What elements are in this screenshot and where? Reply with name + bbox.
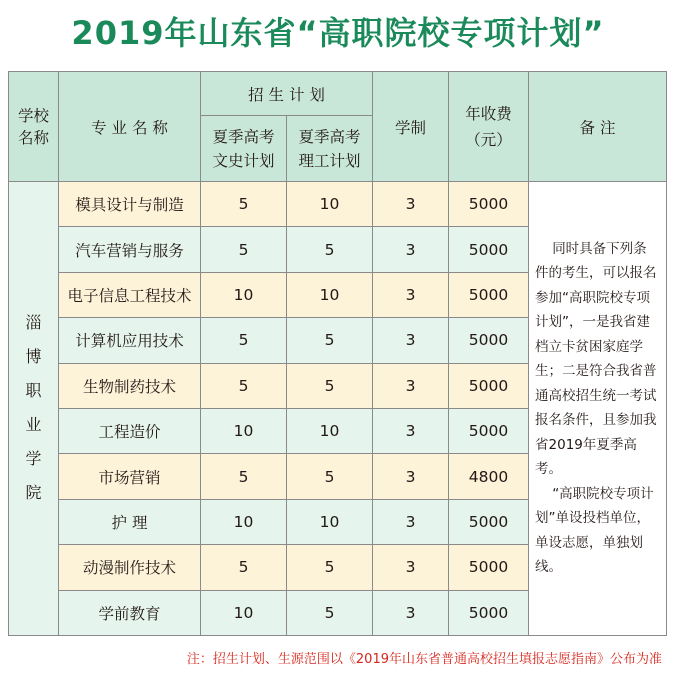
plan-arts-cell: 5 [201, 454, 287, 499]
header-plan-arts: 夏季高考 文史计划 [201, 116, 287, 182]
page-title: 2019年山东省“高职院校专项计划” [71, 14, 605, 52]
fee-cell: 5000 [449, 272, 529, 317]
fee-cell: 5000 [449, 227, 529, 272]
major-cell: 动漫制作技术 [59, 545, 201, 590]
fee-cell: 5000 [449, 590, 529, 635]
table-row [9, 182, 667, 227]
plan-sci-cell: 10 [287, 272, 373, 317]
years-cell: 3 [373, 363, 449, 408]
plan-sci-cell: 5 [287, 590, 373, 635]
major-cell: 市场营销 [59, 454, 201, 499]
years-cell: 3 [373, 408, 449, 453]
plan-arts-cell: 10 [201, 408, 287, 453]
fee-cell: 5000 [449, 318, 529, 363]
header-years: 学制 [373, 72, 449, 182]
fee-cell: 5000 [449, 363, 529, 408]
plan-arts-cell: 5 [201, 318, 287, 363]
plan-sci-cell: 10 [287, 408, 373, 453]
years-cell: 3 [373, 454, 449, 499]
fee-cell: 5000 [449, 545, 529, 590]
plan-sci-cell: 5 [287, 363, 373, 408]
fee-cell: 5000 [449, 182, 529, 227]
plan-arts-cell: 5 [201, 227, 287, 272]
major-cell: 工程造价 [59, 408, 201, 453]
major-cell: 学前教育 [59, 590, 201, 635]
plan-sci-cell: 5 [287, 545, 373, 590]
header-row-top [9, 72, 667, 116]
major-cell: 汽车营销与服务 [59, 227, 201, 272]
plan-arts-cell: 5 [201, 363, 287, 408]
years-cell: 3 [373, 182, 449, 227]
years-cell: 3 [373, 318, 449, 363]
header-plan-group: 招 生 计 划 [201, 72, 373, 116]
major-cell: 计算机应用技术 [59, 318, 201, 363]
footnote: 注：招生计划、生源范围以《2019年山东省普通高校招生填报志愿指南》公布为准 [186, 652, 662, 667]
plan-sci-cell: 5 [287, 454, 373, 499]
years-cell: 3 [373, 227, 449, 272]
header-note: 备 注 [529, 72, 667, 182]
plan-arts-cell: 5 [201, 545, 287, 590]
years-cell: 3 [373, 545, 449, 590]
plan-sci-cell: 10 [287, 182, 373, 227]
plan-arts-cell: 10 [201, 590, 287, 635]
fee-cell: 5000 [449, 499, 529, 544]
plan-arts-cell: 10 [201, 499, 287, 544]
note-cell: 同时具备下列条件的考生，可以报名参加“高职院校专项计划”，一是我省建档立卡贫困家庭学生；二是符合我省普通高校招生统一考试报名条件，且参加我省2019年夏季高考。 “高职院校专项计划”单设投档单位，单设志愿，单独划线。 [529, 182, 667, 636]
fee-cell: 5000 [449, 408, 529, 453]
plan-arts-cell: 5 [201, 182, 287, 227]
school-name-cell [9, 182, 59, 636]
header-fee: 年收费 （元） [449, 72, 529, 182]
header-plan-sci: 夏季高考 理工计划 [287, 116, 373, 182]
major-cell: 模具设计与制造 [59, 182, 201, 227]
years-cell: 3 [373, 499, 449, 544]
years-cell: 3 [373, 272, 449, 317]
school-name: 淄博职业学院 [25, 313, 42, 503]
major-cell: 护 理 [59, 499, 201, 544]
plan-arts-cell: 10 [201, 272, 287, 317]
major-cell: 电子信息工程技术 [59, 272, 201, 317]
plan-sci-cell: 5 [287, 318, 373, 363]
plan-sci-cell: 5 [287, 227, 373, 272]
major-cell: 生物制药技术 [59, 363, 201, 408]
header-major: 专 业 名 称 [59, 72, 201, 182]
fee-cell: 4800 [449, 454, 529, 499]
plan-sci-cell: 10 [287, 499, 373, 544]
enrollment-plan-table [8, 71, 667, 636]
header-school: 学校 名称 [9, 72, 59, 182]
years-cell: 3 [373, 590, 449, 635]
